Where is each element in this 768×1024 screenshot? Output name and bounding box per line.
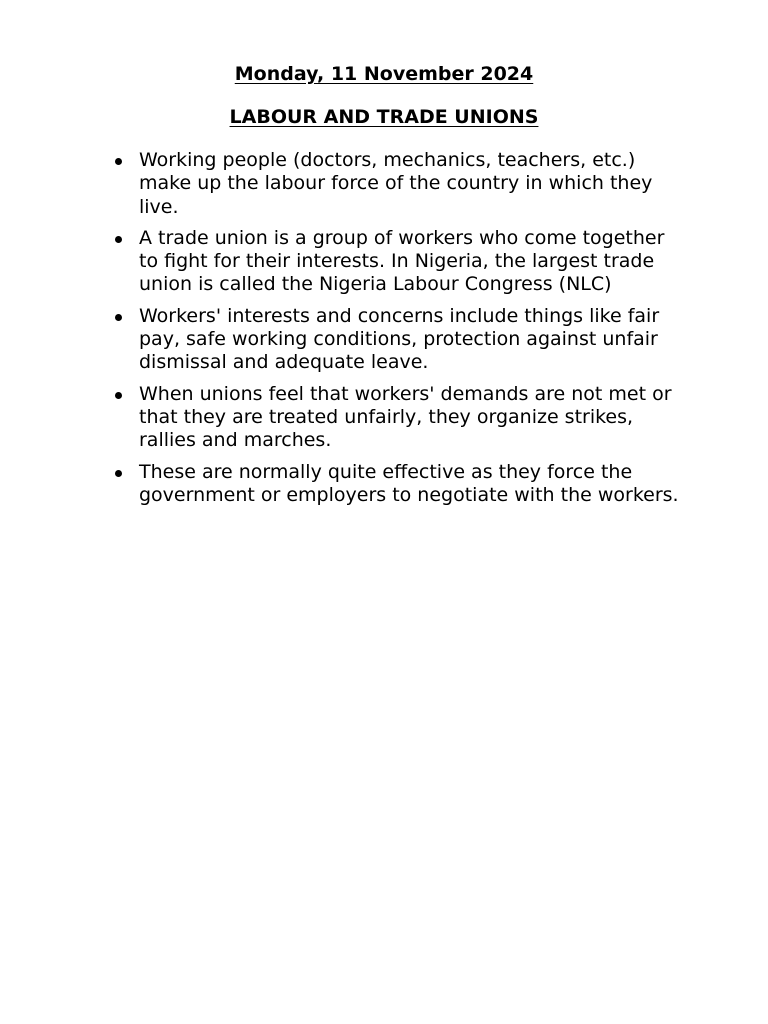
bullet-dot-icon — [115, 314, 122, 321]
bullet-text-1: Working people (doctors, mechanics, teachers, etc.) make up the labour force of the country in which they live. — [139, 149, 653, 218]
bullet-dot-icon — [115, 392, 122, 399]
bullet-dot-icon — [115, 236, 122, 243]
bullet-text-2: A trade union is a group of workers who come together to fight for their interests. In Nigeria, the largest trade union is called the Nigeria Labour Congress (NLC) — [139, 226, 665, 296]
bullet-item-2 — [108, 227, 688, 297]
bullet-item-3 — [108, 305, 688, 375]
bullet-dot-icon — [115, 158, 122, 165]
bullet-item-4 — [108, 383, 688, 453]
document-date: Monday, 11 November 2024 — [234, 63, 534, 85]
document-title: LABOUR AND TRADE UNIONS — [229, 106, 539, 128]
bullet-text-5: These are normally quite effective as they force the government or employers to negotiate with the workers. — [139, 460, 679, 506]
bullet-list — [108, 149, 688, 515]
bullet-dot-icon — [115, 470, 122, 477]
bullet-item-1 — [108, 149, 688, 219]
bullet-item-5 — [108, 461, 688, 508]
bullet-text-4: When unions feel that workers' demands are not met or that they are treated unfairly, they organize strikes, rallies and marches. — [139, 382, 672, 452]
bullet-text-3: Workers' interests and concerns include things like fair pay, safe working conditions, protection against unfair dismissal and adequate leave. — [139, 304, 660, 374]
